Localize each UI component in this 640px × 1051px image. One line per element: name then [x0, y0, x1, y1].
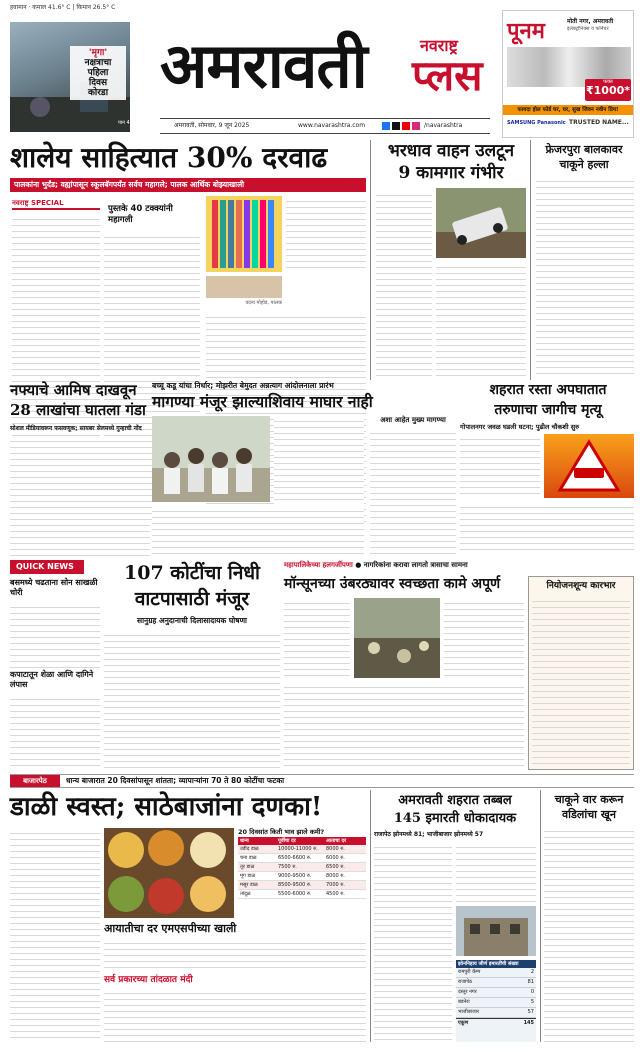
masthead-sub2: प्लस: [412, 51, 483, 100]
price-grain: मसूर डाळ: [240, 882, 258, 888]
quicknews-label: QUICK NEWS: [10, 560, 84, 574]
story6-col1: [460, 434, 540, 498]
quicknews-body1: [10, 602, 100, 668]
story7-headline: 107 कोटींचा निधी: [124, 562, 260, 584]
zone-row: [456, 998, 536, 1008]
grains-photo: [104, 828, 234, 918]
story4-col2: [152, 506, 364, 554]
story10-headline: चाकूने वार करून: [554, 793, 624, 806]
social-handle: /navarashtra: [424, 122, 463, 129]
story1-caption: वदना मोहोड, पालक: [245, 300, 282, 306]
price-before: 9000-9500 रु.: [278, 873, 312, 879]
market-kicker: धान्य बाजारात 20 दिवसांपासून शांतता; व्यापाऱ्यांना 70 ते 80 कोटींचा फटका: [66, 776, 285, 785]
story9-col2: [456, 842, 536, 902]
weather-label: हवामान: [10, 4, 27, 11]
story2-col2: [436, 262, 526, 376]
inset-l4: कोरडा: [87, 88, 109, 98]
story5-headline: नफ्याचे आमिष दाखवून: [10, 381, 137, 399]
story7-subhead: सानुग्रह अनुदानाची दिलासादायक घोषणा: [137, 616, 247, 625]
inset-l1: नक्षत्राचा: [84, 58, 112, 68]
zone-row: [456, 988, 536, 998]
accident-sign-photo: [544, 434, 634, 498]
temp-min: किमान 26.5° C: [76, 4, 116, 11]
price-row: [238, 872, 366, 881]
crowd-illustration: [152, 416, 270, 502]
story3-headline2: चाकूने हल्ला: [559, 158, 609, 171]
box1-body: [532, 596, 630, 766]
story8-col1: [284, 598, 350, 678]
zone-name: दस्तूर नगर: [458, 989, 477, 995]
masthead-ad: [502, 10, 634, 138]
story3-body: [536, 176, 634, 376]
issue-date: अमरावती, सोमवार, 9 जून 2025: [174, 122, 250, 129]
drain-photo: [354, 598, 440, 678]
quicknews-h2: कपाटातून शेळा आणि दागिने लंपास: [10, 670, 94, 689]
zone-table: [456, 960, 536, 1042]
quicknews-h1: बसमध्ये चढताना सोन साखळी चोरी: [10, 578, 98, 597]
overturned-vehicle: [436, 188, 526, 258]
story1-subhead: पालकांना भुर्दंड; वह्यांपासून स्कूलबॅगपर्यंत सर्वच महागले; पालक आर्थिक बोझ्याखाली: [10, 178, 366, 192]
price-table-title: 20 दिवसांत किती भाव झाले कमी?: [238, 828, 325, 836]
market-subhead: सर्व प्रकारच्या तांदळात मंदी: [104, 975, 193, 985]
inset-caption: [70, 46, 126, 100]
story8-col2: [444, 598, 524, 678]
story4-headline: मागण्या मंजूर झाल्याशिवाय माघार नाही: [152, 392, 373, 411]
zone-name: बडनेरा: [458, 999, 470, 1005]
zone-table-title: झोननिहाय जीर्ण इमारतींची संख्या: [456, 960, 536, 968]
masthead-photo: [10, 22, 130, 132]
market-bar: [10, 774, 634, 788]
story4-col1: [274, 416, 364, 504]
zone-count: 0: [530, 989, 534, 995]
price-now: 8000 रु.: [326, 846, 345, 852]
zone-row: [456, 1008, 536, 1018]
import-body: [104, 938, 366, 972]
col-head-now: आताचा दर: [326, 838, 347, 844]
ad-offer: ₹1000*: [585, 84, 631, 97]
garbage-drain-scene: [354, 598, 440, 678]
accident-sign-icon: [544, 434, 634, 498]
ad-brand: पूनम: [507, 18, 545, 44]
story1-quote: पुस्तके 40 टक्क्यांनी महागली: [108, 204, 173, 225]
section-label: महापालिकेच्या हलगर्जीपणा: [284, 561, 353, 569]
divider: [370, 790, 371, 1042]
zone-total-value: 145: [523, 1020, 534, 1026]
website-link[interactable]: www.navarashtra.com: [298, 122, 366, 129]
story10-headline2: वडिलांचा खून: [562, 808, 616, 821]
zone-total-row: [456, 1018, 536, 1028]
zone-count: 2: [530, 969, 534, 975]
zone-row: [456, 978, 536, 988]
story9-col1: [374, 842, 452, 1042]
story5-body: [10, 436, 150, 556]
date-bar: [160, 118, 490, 134]
import-headline: आयातीचा दर एमएसपीच्या खाली: [104, 922, 237, 935]
story4-kicker: बच्चू कडू यांचा निर्धार; मोझरीत बेमुदत अन्नत्याग आंदोलनाला प्रारंभ: [152, 381, 334, 390]
story9-headline: अमरावती शहरात तब्बल: [398, 793, 512, 808]
inset-q: 'मृगा': [88, 48, 108, 58]
story2-headline2: 9 कामगार गंभीर: [398, 163, 504, 183]
section-text: नागरिकांना करावा लागतो त्रासाचा सामना: [363, 561, 468, 569]
zone-table-rows: [456, 968, 536, 1018]
story9-subhead: राजापेठ झोनमध्ये 81; भाजीबाजार झोनमध्ये 57: [374, 831, 484, 838]
price-table-header: [238, 837, 366, 845]
story2-headline: भरधाव वाहन उलटून: [387, 141, 515, 161]
zone-name: भाजीबाजार: [458, 1009, 480, 1015]
ad-offer-sub: फक्त: [603, 79, 613, 85]
instagram-icon[interactable]: [412, 122, 420, 130]
story7-body: [104, 630, 280, 770]
price-grain: तूर डाळ: [240, 864, 255, 870]
protest-photo: [152, 416, 270, 502]
story6-col2: [460, 502, 634, 554]
zone-name: राजापेठ: [458, 979, 473, 985]
story2-col1: [376, 190, 432, 376]
story8-headline: मॉन्सूनच्या उंबरठ्यावर स्वच्छता कामे अपूर्ण: [284, 576, 501, 592]
col-head-grain: धान्य: [240, 838, 249, 844]
zone-row: [456, 968, 536, 978]
price-now: 6500 रु.: [326, 864, 345, 870]
price-now: 6000 रु.: [326, 855, 345, 861]
box1-title: नियोजनशून्य कारभार: [546, 581, 616, 591]
ad-trusted: TRUSTED NAME...: [569, 119, 629, 126]
building-photo: [456, 906, 536, 956]
story3-headline: फ्रेजरपुरा बालकावर: [545, 143, 623, 156]
story6-headline: शहरात रस्ता अपघातात: [489, 382, 607, 398]
price-row: [238, 890, 366, 899]
price-row: [238, 881, 366, 890]
market-label: बाजारपेठ: [10, 775, 60, 787]
story7-headline2: वाटपासाठी मंजूर: [134, 588, 250, 610]
story5-subhead: सोशल मीडियावरून फसवणूक; सायबर सेलमध्ये गुन्हाची नोंद: [10, 425, 142, 432]
price-now: 4500 रु.: [326, 891, 345, 897]
inset-l2: पहिला: [87, 68, 109, 78]
inset-l3: दिवस: [88, 78, 108, 88]
youtube-icon[interactable]: [402, 122, 410, 130]
price-grain: उडीद डाळ: [240, 846, 259, 852]
story5-headline2: 28 लाखांचा घातला गंडा: [10, 401, 146, 419]
story6-subhead: गोपालनगर जवळ घडली घटना; पुढील चौकशी सुरु: [460, 423, 580, 431]
page-number: पान 4: [118, 120, 130, 126]
facebook-icon[interactable]: [382, 122, 390, 130]
zone-count: 57: [527, 1009, 534, 1015]
temp-max: कमाल 41.6° C: [32, 4, 71, 11]
story10-body: [544, 826, 634, 1042]
parent-photo: [206, 276, 282, 298]
stationery-photo: [206, 196, 282, 272]
story9-headline2: 145 इमारती धोकादायक: [393, 811, 517, 826]
accident-photo: [436, 188, 526, 258]
market-col1: [10, 828, 100, 1042]
divider: [540, 790, 541, 1042]
price-before: 10000-11000 रु.: [278, 846, 318, 852]
story8-col3: [284, 682, 524, 770]
special-badge: नवराष्ट्र SPECIAL: [12, 196, 100, 210]
pencils-illustration: [206, 196, 282, 272]
price-table: [238, 828, 366, 920]
ad-offer-box: [585, 79, 631, 101]
zone-total-label: एकूण: [458, 1020, 469, 1026]
price-row: [238, 845, 366, 854]
ad-address: मोती नगर, अमरावती: [567, 18, 614, 25]
price-before: 6500-6600 रु.: [278, 855, 312, 861]
price-before: 8500-9500 रु.: [278, 882, 312, 888]
market-col2: [104, 988, 366, 1042]
price-grain: तांदूळ: [240, 891, 251, 897]
section-bar: महापालिकेच्या हलगर्जीपणा ● नागरिकांना करावा लागतो त्रासाचा सामना: [284, 561, 468, 569]
price-before: 7500 रु.: [278, 864, 297, 870]
price-table-rows: [238, 845, 366, 899]
x-icon[interactable]: [392, 122, 400, 130]
old-building: [456, 906, 536, 956]
divider: [370, 140, 371, 380]
zone-name: रामपुरी कॅम्प: [458, 969, 481, 975]
zone-count: 5: [530, 999, 534, 1005]
quicknews-body2: [10, 694, 100, 770]
demands-list: [370, 428, 456, 554]
price-row: [238, 863, 366, 872]
market-headline: डाळी स्वस्त; साठेबाजांना दणका!: [10, 792, 323, 822]
demands-title: अशा आहेत मुख्य मागण्या: [380, 416, 446, 424]
price-now: 8000 रु.: [326, 873, 345, 879]
price-before: 5500-6000 रु.: [278, 891, 312, 897]
price-now: 7000 रु.: [326, 882, 345, 888]
zone-count: 81: [527, 979, 534, 985]
story1-callout-a: [286, 196, 366, 270]
masthead-sub1: नवराष्ट्र: [420, 36, 458, 55]
ad-banner: फायदा होल फोर्ड घर, घर, सुख जिवन नवीन प्रिय!: [503, 105, 633, 115]
col-head-before: पूर्वीचा दर: [278, 838, 296, 844]
price-grain: चना डाळ: [240, 855, 257, 861]
story6-headline2: तरुणाचा जागीच मृत्यू: [494, 402, 602, 418]
masthead-title: अमरावती: [160, 29, 367, 102]
price-row: [238, 854, 366, 863]
ad-logos: SAMSUNG Panasonic: [507, 120, 566, 126]
divider: [530, 140, 531, 380]
ad-sub: इलेक्ट्रॉनिक्स व फर्निचर: [567, 26, 609, 32]
price-grain: मूग डाळ: [240, 873, 256, 879]
weather-strip: हवामान · कमाल 41.6° C | किमान 26.5° C: [10, 4, 116, 11]
grain-bowls: [104, 828, 234, 918]
story1-headline: शालेय साहित्यात 30% दरवाढ: [10, 141, 328, 174]
